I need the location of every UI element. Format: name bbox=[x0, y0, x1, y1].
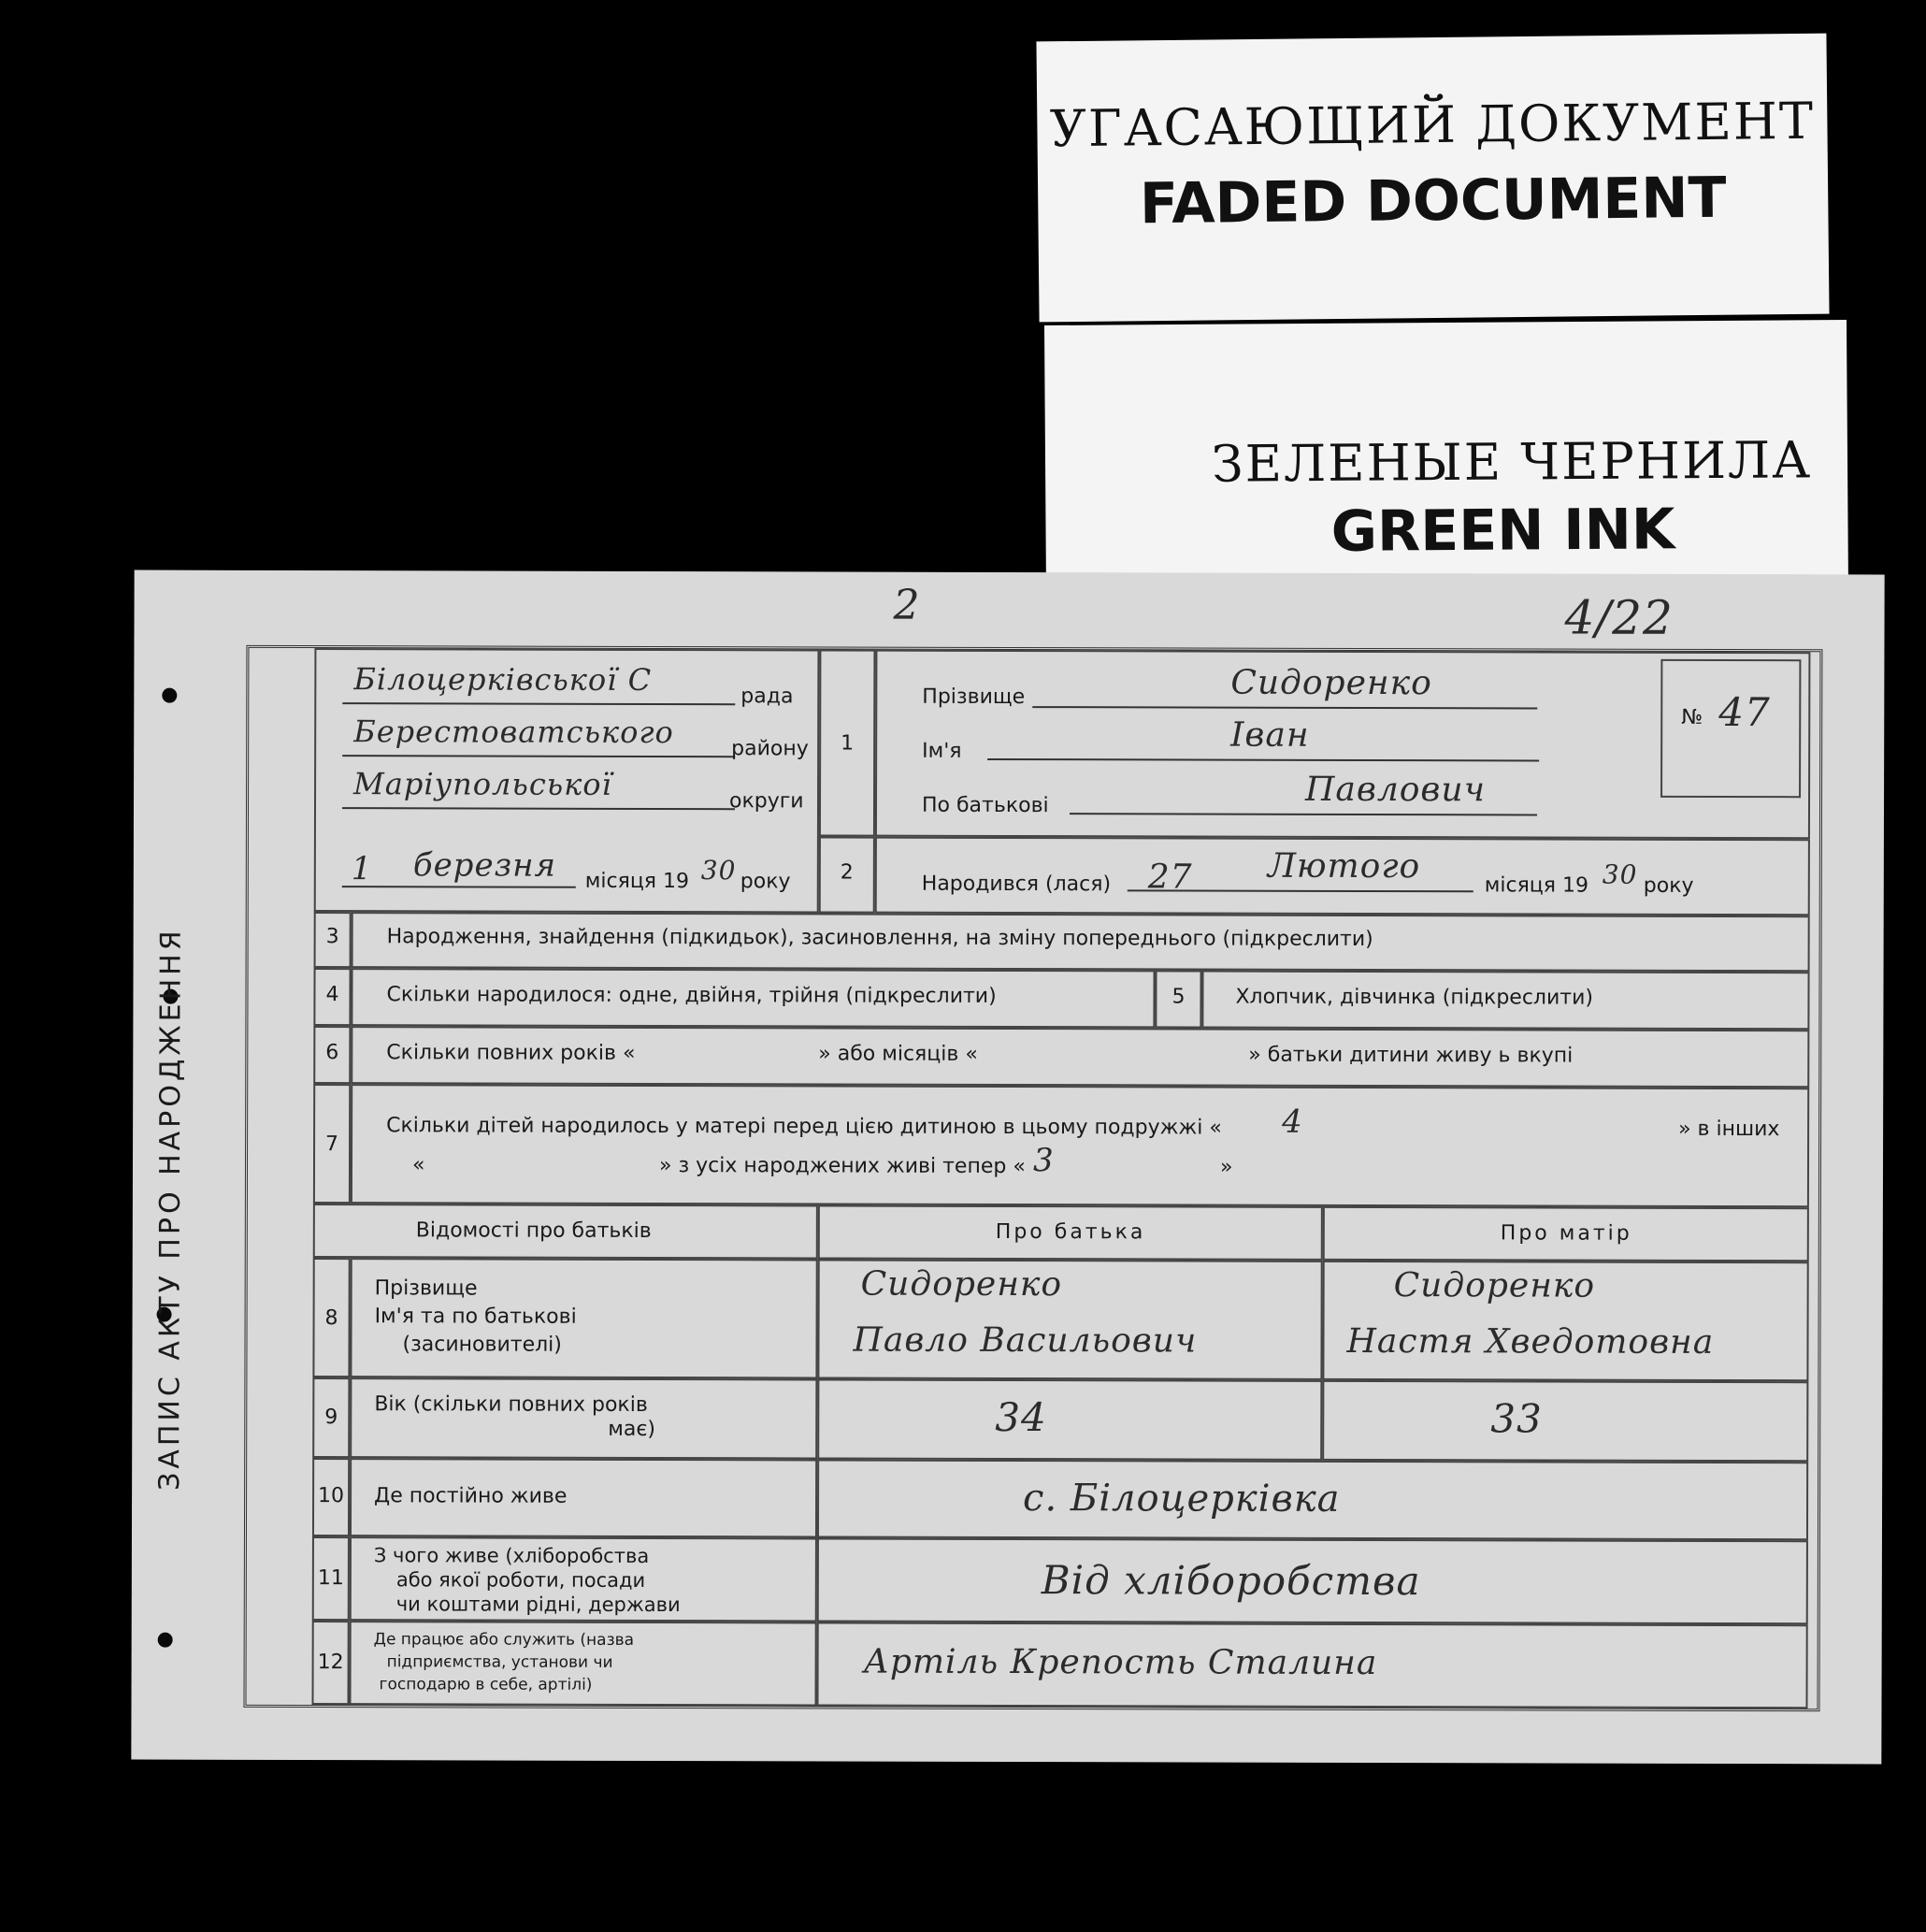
raion-label: району bbox=[731, 737, 809, 761]
birth-month: Лютого bbox=[1267, 846, 1421, 887]
row-6-text-c: » батьки дитини живу ь вкупі bbox=[1248, 1043, 1574, 1068]
row-12-label-b: підприємства, установи чи bbox=[386, 1652, 613, 1672]
livelihood-value: Від хліборобства bbox=[1041, 1557, 1421, 1605]
birth-year-label: року bbox=[1643, 873, 1694, 898]
row-11-number: 11 bbox=[317, 1566, 344, 1591]
green-ink-label-ru: ЗЕЛЕНЫЕ ЧЕРНИЛА bbox=[1211, 430, 1813, 494]
children-alive: 3 bbox=[1032, 1142, 1055, 1180]
row-1-number: 1 bbox=[841, 731, 855, 756]
row-7-text-e: » bbox=[1219, 1155, 1233, 1179]
child-surname: Сидоренко bbox=[1230, 663, 1432, 703]
row-7-text-a: Скільки дітей народилось у матері перед цією дитиною в цьому подружжі « bbox=[386, 1114, 1222, 1140]
rada-value: Білоцерківської С bbox=[353, 661, 653, 699]
mother-header: Про матір bbox=[1500, 1221, 1632, 1246]
row-9-label-a: Вік (скільки повних років bbox=[374, 1392, 648, 1417]
green-ink-label-en: GREEN INK bbox=[1330, 497, 1675, 565]
record-number-label: № bbox=[1681, 705, 1703, 729]
record-number: 47 bbox=[1718, 688, 1771, 736]
mother-age-cell bbox=[1322, 1380, 1808, 1462]
child-name: Іван bbox=[1230, 715, 1310, 755]
okruha-value: Маріупольської bbox=[353, 766, 612, 802]
row-11-label-c: чи коштами рідні, держави bbox=[395, 1593, 681, 1617]
birth-year: 30 bbox=[1602, 858, 1638, 890]
father-age: 34 bbox=[995, 1393, 1047, 1441]
row-7-text-c: « bbox=[411, 1153, 425, 1177]
faded-label-en: FADED DOCUMENT bbox=[1139, 165, 1727, 238]
father-surname: Сидоренко bbox=[860, 1264, 1063, 1305]
row-5-number: 5 bbox=[1171, 985, 1186, 1009]
row-10-number: 10 bbox=[318, 1484, 345, 1508]
child-patronymic: Павлович bbox=[1305, 770, 1487, 810]
birth-month-label: місяця 19 bbox=[1484, 873, 1589, 898]
birth-day: 27 bbox=[1147, 858, 1193, 897]
row-11-label-a: З чого живе (хліборобства bbox=[373, 1544, 650, 1567]
okruha-label: округи bbox=[728, 789, 804, 814]
name-label: Ім'я bbox=[922, 739, 962, 763]
patronymic-label: По батькові bbox=[921, 793, 1049, 818]
father-age-cell bbox=[817, 1378, 1322, 1460]
form-side-title: ЗАПИС АКТУ ПРО НАРОДЖЕННЯ bbox=[153, 927, 188, 1491]
row-7-cell bbox=[351, 1084, 1809, 1207]
corner-mark: 4/22 bbox=[1564, 590, 1674, 645]
father-header: Про батька bbox=[995, 1219, 1146, 1245]
row-5-text: Хлопчик, дівчинка (підкреслити) bbox=[1235, 985, 1594, 1010]
mother-age: 33 bbox=[1490, 1395, 1543, 1442]
surname-label: Прізвище bbox=[922, 685, 1026, 710]
registration-month-label: місяця 19 bbox=[584, 869, 690, 894]
row-2-number: 2 bbox=[840, 860, 854, 885]
row6-text-b: » або місяців « bbox=[818, 1042, 978, 1066]
row-10-label: Де постійно живе bbox=[374, 1484, 568, 1508]
row-6-text-a: Скільки повних років « bbox=[386, 1041, 636, 1065]
form-frame bbox=[153, 645, 1822, 1711]
row-9-number: 9 bbox=[324, 1406, 338, 1430]
row-12-label-a: Де працює або служить (назва bbox=[373, 1630, 635, 1650]
registration-month: березня bbox=[412, 846, 557, 885]
birth-record-form bbox=[131, 570, 1884, 1765]
row-9-label-cell bbox=[350, 1377, 817, 1459]
registration-year-label: року bbox=[740, 870, 791, 894]
faded-document-label bbox=[1036, 34, 1829, 323]
row-8-label-a: Прізвище bbox=[374, 1276, 478, 1301]
row-8-number: 8 bbox=[324, 1306, 338, 1331]
mother-full-name: Настя Хведотовна bbox=[1346, 1321, 1715, 1362]
children-before: 4 bbox=[1282, 1103, 1303, 1141]
green-ink-label bbox=[1044, 320, 1848, 597]
birth-date-label: Народився (лася) bbox=[921, 872, 1112, 897]
mother-surname: Сидоренко bbox=[1393, 1266, 1596, 1305]
faded-label-ru: УГАСАЮЩИЙ ДОКУМЕНТ bbox=[1049, 91, 1816, 159]
row-12-number: 12 bbox=[317, 1651, 344, 1675]
father-full-name: Павло Васильович bbox=[853, 1320, 1198, 1361]
row-8-label-b: Ім'я та по батькові bbox=[374, 1305, 577, 1329]
workplace-value: Артіль Крепость Сталина bbox=[863, 1642, 1378, 1683]
punch-hole bbox=[162, 688, 177, 703]
row-3-number: 3 bbox=[325, 925, 339, 949]
row-7-text-b: » в інших bbox=[1678, 1117, 1780, 1142]
row-4-number: 4 bbox=[325, 983, 339, 1007]
page-mark: 2 bbox=[893, 581, 921, 629]
registration-day: 1 bbox=[351, 850, 373, 888]
parents-header: Відомості про батьків bbox=[415, 1218, 652, 1244]
row-11-label-b: або якої роботи, посади bbox=[395, 1568, 646, 1592]
punch-hole bbox=[158, 1633, 173, 1648]
raion-value: Берестоватського bbox=[353, 714, 674, 751]
row-8-label-c: (засиновителі) bbox=[402, 1333, 562, 1357]
rada-label: рада bbox=[740, 685, 794, 709]
row-6-number: 6 bbox=[325, 1041, 339, 1065]
registration-year: 30 bbox=[700, 855, 737, 887]
row-4-text: Скільки народилося: одне, двійня, трійня (підкреслити) bbox=[386, 983, 997, 1008]
row-9-label-b: має) bbox=[608, 1417, 656, 1442]
residence-value: с. Білоцерківка bbox=[1023, 1477, 1341, 1521]
row-12-label-c: господарю в себе, артілі) bbox=[379, 1675, 593, 1694]
row-7-text-d: » з усіх народжених живі тепер « bbox=[658, 1154, 1026, 1179]
row-3-text: Народження, знайдення (підкидьок), засиновлення, на зміну попереднього (підкреслити) bbox=[386, 925, 1373, 952]
row-7-number: 7 bbox=[325, 1132, 339, 1157]
